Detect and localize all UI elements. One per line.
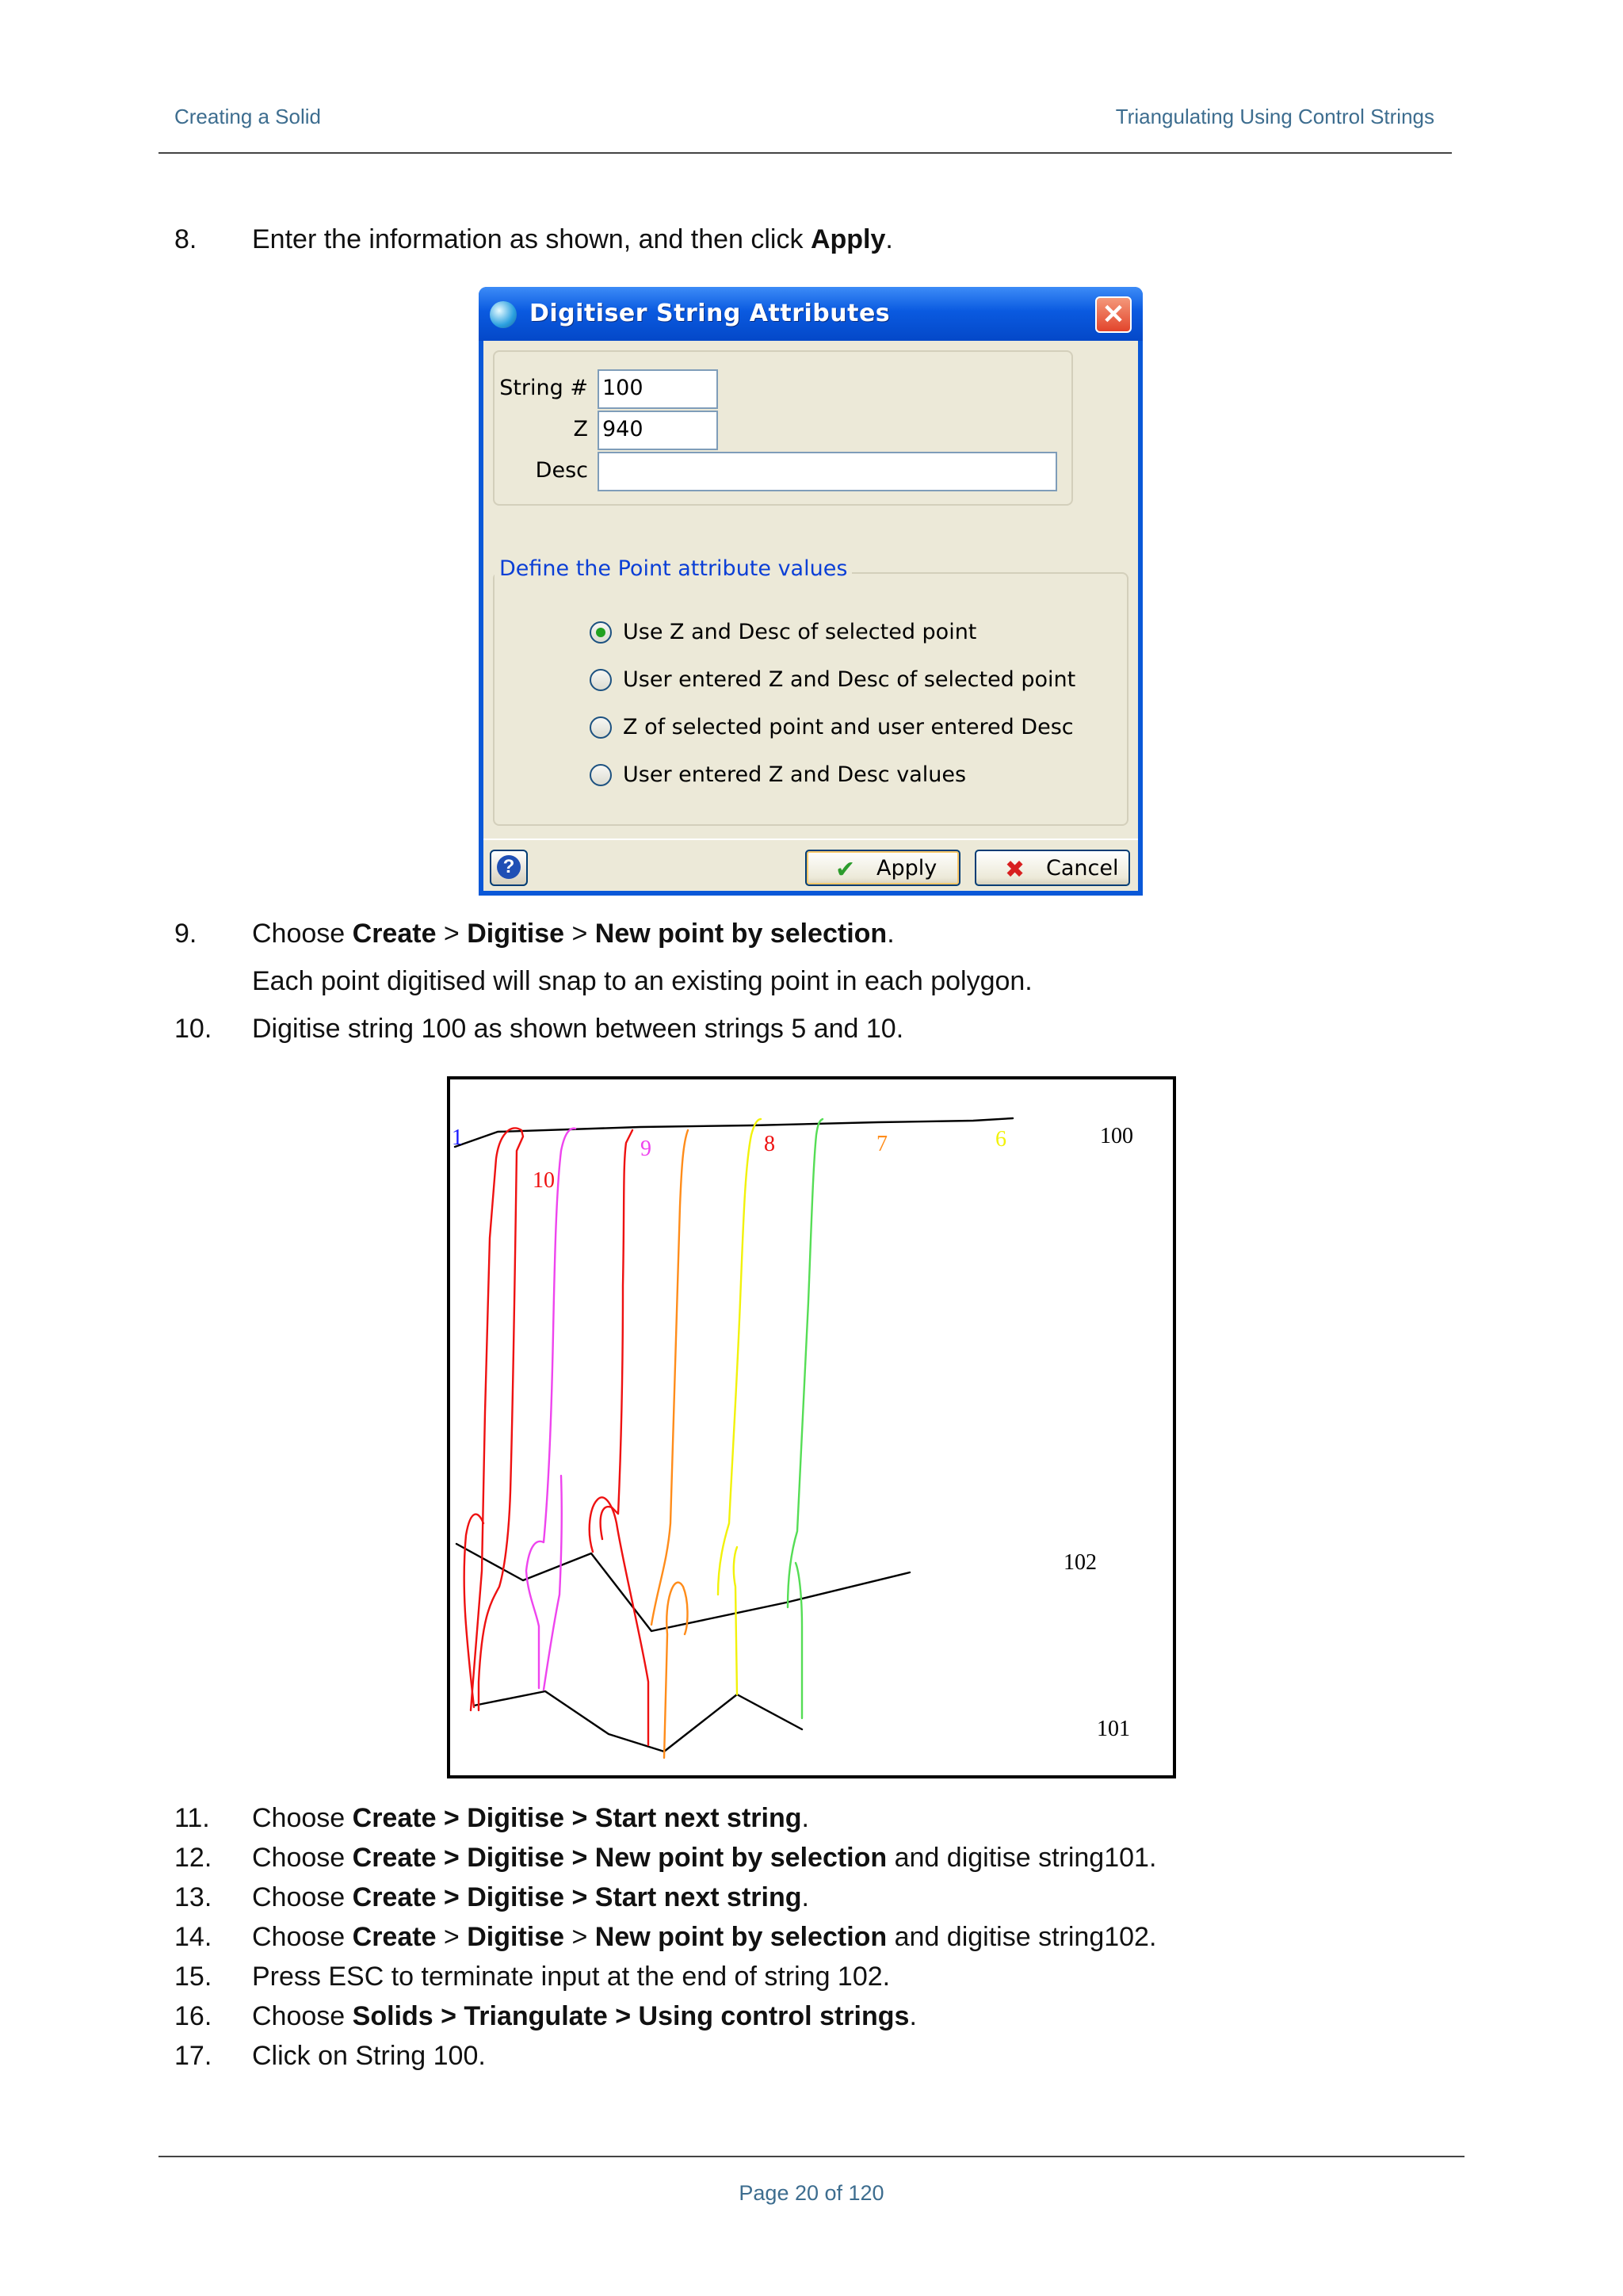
step-11 — [174, 1802, 809, 1834]
label-string-10: 10 — [533, 1168, 555, 1193]
cancel-label: Cancel — [1046, 856, 1119, 881]
step-end: . — [909, 2001, 917, 2031]
z-label: Z — [573, 417, 588, 441]
step-sep: > — [436, 919, 468, 949]
header-section-title: Creating a Solid — [174, 105, 321, 128]
figure-canvas — [450, 1079, 1173, 1775]
step-text: Choose — [252, 1803, 353, 1833]
step-text: Choose — [252, 2001, 353, 2031]
step-9-note: Each point digitised will snap to an existing point in each polygon. — [252, 966, 1033, 996]
step-text: Choose — [252, 1843, 353, 1873]
menu-create: Create — [352, 919, 437, 949]
string-100-green-line — [788, 1119, 823, 1607]
apply-label: Apply — [876, 856, 938, 881]
step-end: and digitise string102. — [887, 1922, 1157, 1952]
step-sep: > — [436, 1922, 468, 1952]
menu-create: Create — [352, 1922, 437, 1952]
string-9-line — [526, 1129, 575, 1688]
step-9 — [174, 918, 895, 949]
desc-label: Desc — [535, 458, 588, 483]
step-10 — [174, 1013, 903, 1045]
close-button[interactable] — [1095, 296, 1132, 333]
label-string-6: 6 — [995, 1127, 1006, 1152]
menu-digitise: Digitise — [467, 919, 565, 949]
dialog-titlebar[interactable] — [479, 287, 1143, 341]
x-icon: ✖ — [1005, 856, 1025, 884]
step-text: Choose — [252, 919, 353, 949]
radio-selected-icon[interactable] — [590, 621, 612, 644]
footer-rule — [158, 2156, 1465, 2157]
step-end: and digitise string101. — [887, 1843, 1157, 1873]
step-text: Choose — [252, 1882, 353, 1912]
option-label: Use Z and Desc of selected point — [623, 620, 977, 644]
step-8 — [174, 223, 893, 255]
app-globe-icon — [490, 301, 517, 328]
step-text: Click on String 100. — [252, 2041, 486, 2071]
string-number-field[interactable]: 100 — [598, 369, 718, 409]
dialog-title: Digitiser String Attributes — [529, 300, 891, 327]
menu-path: Solids > Triangulate > Using control strings — [352, 2001, 910, 2031]
string-7-inner-line — [664, 1583, 688, 1758]
menu-new-point: New point by selection — [594, 1922, 888, 1952]
option-label: Z of selected point and user entered Desc — [623, 715, 1074, 739]
string-8-line — [601, 1130, 632, 1539]
step-number: 14. — [174, 1922, 212, 1952]
step-15 — [174, 1961, 890, 1992]
string-7-line — [651, 1130, 688, 1625]
label-string-102: 102 — [1064, 1550, 1097, 1575]
option-label: User entered Z and Desc of selected point — [623, 667, 1076, 692]
string-100-green-inner-line — [796, 1563, 802, 1718]
step-number: 8. — [174, 224, 197, 254]
label-string-1: 1 — [452, 1125, 463, 1150]
help-icon: ? — [497, 855, 521, 879]
desc-field[interactable] — [598, 452, 1057, 491]
header-rule — [158, 152, 1452, 154]
step-number: 15. — [174, 1962, 212, 1992]
button-bar-divider — [483, 839, 1138, 840]
check-icon: ✔ — [835, 856, 856, 884]
menu-path: Create > Digitise > Start next string — [352, 1803, 802, 1833]
step-end: . — [801, 1803, 809, 1833]
header-topic-title: Triangulating Using Control Strings — [1115, 105, 1434, 128]
close-icon: ✕ — [1102, 300, 1125, 330]
menu-path: Create > Digitise > New point by selection — [352, 1843, 888, 1873]
step-sep: > — [564, 1922, 595, 1952]
step-16 — [174, 2000, 917, 2032]
label-string-100: 100 — [1100, 1124, 1133, 1148]
radio-icon[interactable] — [590, 669, 612, 691]
step-number: 13. — [174, 1882, 212, 1912]
string-8-inner-line — [590, 1497, 648, 1745]
step-text: Press ESC to terminate input at the end of string 102. — [252, 1962, 891, 1992]
string-10-line — [471, 1128, 523, 1710]
page-number: Page 20 of 120 — [739, 2181, 884, 2205]
z-field[interactable]: 940 — [598, 411, 718, 450]
string-digitising-figure — [447, 1076, 1176, 1778]
step-17 — [174, 2040, 486, 2072]
step-text: Enter the information as shown, and then click — [252, 224, 811, 254]
menu-new-point: New point by selection — [594, 919, 888, 949]
step-14 — [174, 1921, 1156, 1953]
step-13 — [174, 1881, 809, 1913]
menu-digitise: Digitise — [467, 1922, 565, 1952]
step-number: 17. — [174, 2041, 212, 2071]
step-end: . — [887, 919, 895, 949]
string-100-line — [455, 1118, 1013, 1147]
label-string-101: 101 — [1097, 1717, 1130, 1741]
radio-icon[interactable] — [590, 716, 612, 739]
string-number-label: String # — [499, 376, 588, 400]
step-text: Choose — [252, 1922, 353, 1952]
step-sep: > — [564, 919, 595, 949]
step-bold: Apply — [810, 224, 886, 254]
step-number: 9. — [174, 919, 197, 949]
step-text: Digitise string 100 as shown between strings 5 and 10. — [252, 1014, 904, 1044]
step-12 — [174, 1842, 1156, 1874]
string-6-inner-line — [734, 1547, 737, 1694]
step-number: 10. — [174, 1014, 212, 1044]
string-101-line — [474, 1691, 802, 1752]
step-number: 16. — [174, 2001, 212, 2031]
label-string-7: 7 — [876, 1132, 888, 1156]
step-number: 12. — [174, 1843, 212, 1873]
radio-icon[interactable] — [590, 764, 612, 786]
step-number: 11. — [174, 1803, 210, 1833]
digitiser-string-attributes-dialog — [479, 287, 1143, 896]
label-string-8: 8 — [764, 1132, 775, 1156]
step-end: . — [801, 1882, 809, 1912]
label-string-9: 9 — [640, 1137, 651, 1161]
string-6-line — [718, 1119, 761, 1595]
menu-path: Create > Digitise > Start next string — [352, 1882, 802, 1912]
apply-button[interactable] — [805, 850, 960, 886]
cancel-button[interactable] — [975, 850, 1130, 886]
dialog-body — [483, 341, 1138, 891]
point-attribute-group-title: Define the Point attribute values — [495, 556, 852, 581]
option-label: User entered Z and Desc values — [623, 762, 967, 787]
help-button[interactable] — [490, 850, 528, 886]
step-end: . — [885, 224, 893, 254]
